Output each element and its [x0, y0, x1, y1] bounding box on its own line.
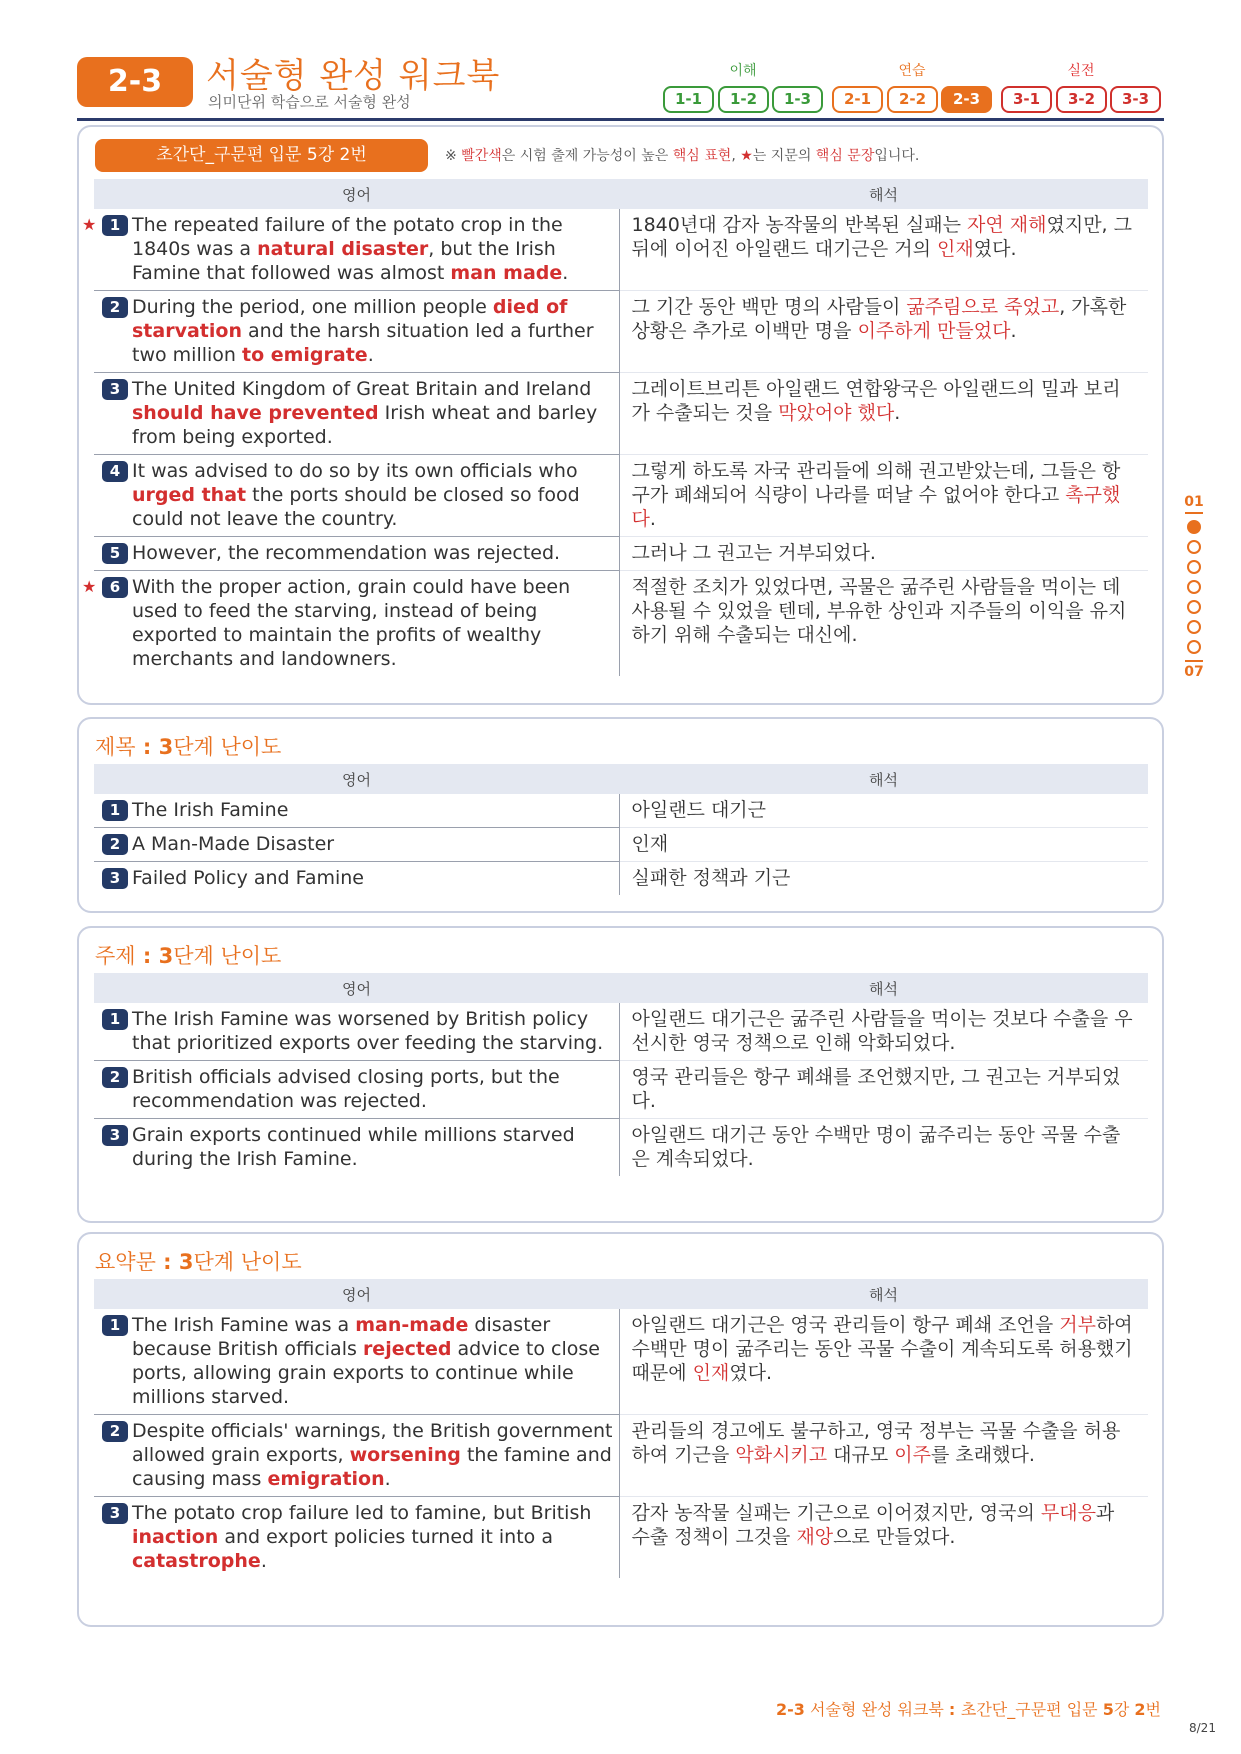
key-expression: emigration	[267, 1468, 385, 1490]
english-cell	[94, 1309, 619, 1415]
side-nav-bar-bottom	[1185, 660, 1203, 662]
summary-rows	[94, 1309, 1148, 1578]
text-segment: .	[1010, 320, 1017, 342]
korean-cell	[619, 537, 1148, 571]
sentence-number: 3	[102, 1503, 128, 1524]
korean-cell	[619, 455, 1148, 537]
page-number: 8/21	[1189, 1721, 1216, 1735]
theme-row	[94, 1061, 1148, 1119]
title-table	[94, 764, 1148, 895]
english-cell	[94, 828, 619, 862]
text-segment: 그 기간 동안 백만 명의 사람들이	[631, 296, 907, 318]
korean-text: 아일랜드 대기근 동안 수백만 명이 굶주리는 동안 곡물 수출은 계속되었다.	[631, 1124, 1121, 1170]
korean-cell	[619, 1497, 1148, 1579]
text-segment: It was advised to do so by its own officials who	[132, 460, 578, 482]
side-nav-dot[interactable]	[1187, 640, 1201, 654]
english-cell	[94, 1119, 619, 1177]
text-segment: 으로 만들었다.	[833, 1526, 956, 1548]
sentence-number: 3	[102, 379, 128, 400]
side-nav-dot[interactable]	[1187, 540, 1201, 554]
passage-row	[94, 209, 1148, 291]
text-segment: Despite officials' warnings, the British government allowed grain exports,	[132, 1420, 613, 1466]
side-nav	[1182, 494, 1206, 680]
key-expression: catastrophe	[132, 1550, 261, 1572]
key-expression: 재앙	[796, 1526, 834, 1548]
text-segment: .	[894, 402, 901, 424]
key-expression: 인재	[937, 238, 974, 260]
side-nav-end: 07	[1184, 664, 1204, 680]
sentence-number: 1	[102, 1009, 128, 1030]
text-segment: disaster because British officials	[132, 1314, 551, 1360]
text-segment: The United Kingdom of Great Britain and Ireland	[132, 378, 592, 400]
title-rows	[94, 794, 1148, 895]
passage-rows	[82, 209, 1148, 676]
korean-cell	[619, 1309, 1148, 1415]
english-cell	[94, 373, 619, 455]
col-header-korean: 해석	[619, 973, 1148, 1003]
step-2-2[interactable]: 2-2	[887, 86, 938, 113]
summary-row	[94, 1415, 1148, 1497]
side-nav-start: 01	[1184, 494, 1204, 510]
text-segment: 그러나 그 권고는 거부되었다.	[631, 542, 876, 564]
key-expression: man-made	[355, 1314, 469, 1336]
text-segment: With the proper action, grain could have been used to feed the starving, instead of being exported to maintain the profits of wealthy merchants and landowners.	[132, 576, 571, 670]
korean-cell	[619, 373, 1148, 455]
korean-text: 인재	[631, 833, 669, 855]
passage-row	[94, 537, 1148, 571]
text-segment: 아일랜드 대기근은 영국 관리들이 항구 폐쇄 조언을	[631, 1314, 1060, 1336]
text-segment: 그레이트브리튼 아일랜드 연합왕국은 아일랜드의 밀과 보리가 수출되는 것을	[631, 378, 1121, 424]
sentence-number: 6	[102, 577, 128, 598]
star-icon: ★	[740, 148, 753, 164]
text-segment: The Irish Famine was a	[132, 1314, 356, 1336]
text-segment: Irish wheat and barley from being exported.	[132, 402, 598, 448]
col-header-english: 영어	[94, 764, 619, 794]
side-nav-dot[interactable]	[1187, 520, 1201, 534]
col-header-korean: 해석	[619, 1279, 1148, 1309]
key-expression: rejected	[362, 1338, 452, 1360]
key-expression: to emigrate	[241, 344, 368, 366]
korean-text: 영국 관리들은 항구 폐쇄를 조언했지만, 그 권고는 거부되었다.	[631, 1066, 1121, 1112]
summary-table	[94, 1279, 1148, 1578]
text-segment: .	[367, 344, 374, 366]
key-expression: 이주하게 만들었다	[857, 320, 1011, 342]
stage-label-real: 실전	[1067, 63, 1095, 79]
text-segment: 그렇게 하도록 자국 관리들에 의해 권고받았는데, 그들은 항구가 폐쇄되어 식량이 나라를 떠날 수 없어야 한다고	[631, 460, 1121, 506]
english-text: British officials advised closing ports, but the recommendation was rejected.	[132, 1066, 560, 1112]
korean-cell	[619, 1061, 1148, 1119]
section-title-title: 제목 : 3단계 난이도	[95, 735, 282, 759]
passage-tag: 초간단_구문편 입문 5강 2번	[95, 139, 428, 172]
korean-cell	[619, 571, 1148, 677]
key-expression: inaction	[132, 1526, 219, 1548]
col-header-korean: 해석	[619, 179, 1148, 209]
english-cell	[82, 209, 619, 291]
key-expression: died of starvation	[132, 296, 568, 342]
passage-row	[94, 455, 1148, 537]
korean-text: 실패한 정책과 기근	[631, 867, 791, 889]
step-3-1[interactable]: 3-1	[1001, 86, 1052, 113]
sentence-number: 3	[102, 1125, 128, 1146]
sentence-number: 1	[102, 800, 128, 821]
step-1-1[interactable]: 1-1	[663, 86, 714, 113]
korean-cell	[619, 1415, 1148, 1497]
side-nav-dot[interactable]	[1187, 600, 1201, 614]
text-segment: The potato crop failure led to famine, but British	[132, 1502, 592, 1524]
korean-text: 아일랜드 대기근	[631, 799, 767, 821]
key-expression: 거부	[1059, 1314, 1096, 1336]
english-text: The Irish Famine was worsened by British policy that prioritized exports over feeding the starving.	[132, 1008, 604, 1054]
text-segment: However, the recommendation was rejected.	[132, 542, 561, 564]
theme-table	[94, 973, 1148, 1176]
text-segment: the famine and causing mass	[132, 1444, 612, 1490]
col-header-english: 영어	[94, 973, 619, 1003]
text-segment: 관리들의 경고에도 불구하고, 영국 정부는 곡물 수출을 허용하여 기근을	[631, 1420, 1121, 1466]
english-cell	[94, 291, 619, 373]
english-cell	[94, 1497, 619, 1579]
sentence-number: 4	[102, 461, 128, 482]
theme-row	[94, 1003, 1148, 1061]
passage-row	[94, 291, 1148, 373]
english-cell	[94, 1061, 619, 1119]
page-footer: 2-3 서술형 완성 워크북 : 초간단_구문편 입문 5강 2번	[776, 1700, 1161, 1719]
side-nav-bar-top	[1185, 512, 1203, 514]
summary-row	[94, 1309, 1148, 1415]
text-segment: 를 초래했다.	[931, 1444, 1035, 1466]
title-panel	[77, 717, 1164, 913]
korean-cell	[619, 794, 1148, 828]
sentence-number: 2	[102, 1421, 128, 1442]
sentence-number: 1	[102, 1315, 128, 1336]
section-title-summary: 요약문 : 3단계 난이도	[95, 1250, 302, 1274]
theme-row	[94, 1119, 1148, 1177]
key-expression: 무대응	[1040, 1502, 1096, 1524]
col-header-english: 영어	[94, 179, 619, 209]
key-expression: 이주	[894, 1444, 932, 1466]
side-nav-dot[interactable]	[1187, 560, 1201, 574]
step-2-1[interactable]: 2-1	[832, 86, 883, 113]
step-1-3[interactable]: 1-3	[772, 86, 823, 113]
english-cell	[94, 455, 619, 537]
text-segment: 감자 농작물 실패는 기근으로 이어졌지만, 영국의	[631, 1502, 1041, 1524]
stage-label-practice: 연습	[898, 63, 926, 79]
text-segment: advice to close ports, allowing grain exports to continue while millions starved.	[132, 1338, 600, 1408]
text-segment: 적절한 조치가 있었다면, 곡물은 굶주린 사람들을 먹이는 데 사용될 수 있었을 텐데, 부유한 상인과 지주들의 이익을 유지하기 위해 수출되는 대신에.	[631, 576, 1127, 646]
side-nav-dots	[1182, 520, 1206, 654]
side-nav-dot[interactable]	[1187, 620, 1201, 634]
chapter-badge: 2-3	[77, 57, 193, 107]
text-segment: 과 수출 정책이 그것을	[631, 1502, 1115, 1548]
star-icon: ★	[82, 577, 97, 596]
korean-text: 아일랜드 대기근은 굶주린 사람들을 먹이는 것보다 수출을 우선시한 영국 정책으로 인해 악화되었다.	[631, 1008, 1133, 1054]
key-expression: should have prevented	[132, 402, 379, 424]
key-expression: 악화시키고	[735, 1444, 828, 1466]
text-segment: .	[384, 1468, 391, 1490]
side-nav-dot[interactable]	[1187, 580, 1201, 594]
korean-cell	[619, 291, 1148, 373]
summary-panel	[77, 1232, 1164, 1627]
text-segment: 대규모	[827, 1444, 895, 1466]
header-divider	[77, 118, 1164, 121]
english-cell	[94, 1415, 619, 1497]
sentence-number: 2	[102, 1067, 128, 1088]
text-segment: 였다.	[973, 238, 1017, 260]
korean-cell	[619, 862, 1148, 896]
col-header-english: 영어	[94, 1279, 619, 1309]
key-expression: natural disaster	[257, 238, 429, 260]
text-segment: .	[649, 508, 656, 530]
text-segment: and export policies turned it into a	[218, 1526, 553, 1548]
key-expression: worsening	[349, 1444, 461, 1466]
english-text: The Irish Famine	[132, 799, 289, 821]
star-icon: ★	[82, 215, 97, 234]
text-segment: and the harsh situation led a further two million	[132, 320, 594, 366]
text-segment: During the period, one million people	[132, 296, 493, 318]
text-segment: The repeated failure of the potato crop in the 1840s was a	[132, 214, 563, 260]
text-segment: .	[260, 1550, 267, 1572]
title-row	[94, 828, 1148, 862]
english-text: Failed Policy and Famine	[132, 867, 364, 889]
step-3-2[interactable]: 3-2	[1056, 86, 1107, 113]
page-title: 서술형 완성 워크북	[206, 56, 501, 96]
col-header-korean: 해석	[619, 764, 1148, 794]
passage-panel	[77, 125, 1164, 705]
korean-cell	[619, 828, 1148, 862]
sentence-number: 3	[102, 868, 128, 889]
text-segment: the ports should be closed so food could not leave the country.	[132, 484, 580, 530]
stage-label-understand: 이해	[729, 63, 757, 79]
key-expression: 굶주림으로 죽었고	[906, 296, 1060, 318]
summary-row	[94, 1497, 1148, 1579]
key-expression: 촉구했다	[631, 484, 1121, 530]
page-subtitle: 의미단위 학습으로 서술형 완성	[208, 93, 411, 111]
english-cell	[94, 1003, 619, 1061]
section-title-theme: 주제 : 3단계 난이도	[95, 944, 282, 968]
text-segment: , 가혹한 상황은 추가로 이백만 명을	[631, 296, 1127, 342]
passage-row	[94, 571, 1148, 677]
english-cell	[94, 794, 619, 828]
passage-table	[82, 179, 1148, 676]
text-segment: 하여 수백만 명이 굶주리는 동안 곡물 수출이 계속되도록 허용했기 때문에	[631, 1314, 1133, 1384]
theme-panel	[77, 926, 1164, 1223]
key-expression: 막았어야 했다	[778, 402, 895, 424]
key-expression: urged that	[132, 484, 247, 506]
english-cell	[82, 571, 619, 677]
text-segment: 였다.	[729, 1362, 773, 1384]
title-row	[94, 794, 1148, 828]
step-2-3[interactable]: 2-3	[941, 86, 992, 113]
english-cell	[94, 537, 619, 571]
text-segment: .	[562, 262, 569, 284]
sentence-number: 1	[102, 215, 128, 236]
text-segment: 1840년대 감자 농작물의 반복된 실패는	[631, 214, 968, 236]
english-text: A Man-Made Disaster	[132, 833, 335, 855]
sentence-number: 5	[102, 543, 128, 564]
key-expression: man made	[450, 262, 563, 284]
key-expression: 자연 재해	[967, 214, 1047, 236]
theme-rows	[94, 1003, 1148, 1176]
key-expression: 인재	[692, 1362, 730, 1384]
sentence-number: 2	[102, 297, 128, 318]
korean-cell	[619, 1119, 1148, 1177]
english-text: Grain exports continued while millions starved during the Irish Famine.	[132, 1124, 575, 1170]
text-segment: , but the Irish Famine that followed was almost	[132, 238, 556, 284]
english-cell	[94, 862, 619, 896]
sentence-number: 2	[102, 834, 128, 855]
passage-row	[94, 373, 1148, 455]
korean-cell	[619, 209, 1148, 291]
notice-text: ※ 빨간색은 시험 출제 가능성이 높은 핵심 표현, ★는 지문의 핵심 문장입니다.	[445, 148, 920, 164]
text-segment: 였지만, 그 뒤에 이어진 아일랜드 대기근은 거의	[631, 214, 1132, 260]
step-1-2[interactable]: 1-2	[718, 86, 769, 113]
title-row	[94, 862, 1148, 896]
korean-cell	[619, 1003, 1148, 1061]
step-3-3[interactable]: 3-3	[1110, 86, 1161, 113]
